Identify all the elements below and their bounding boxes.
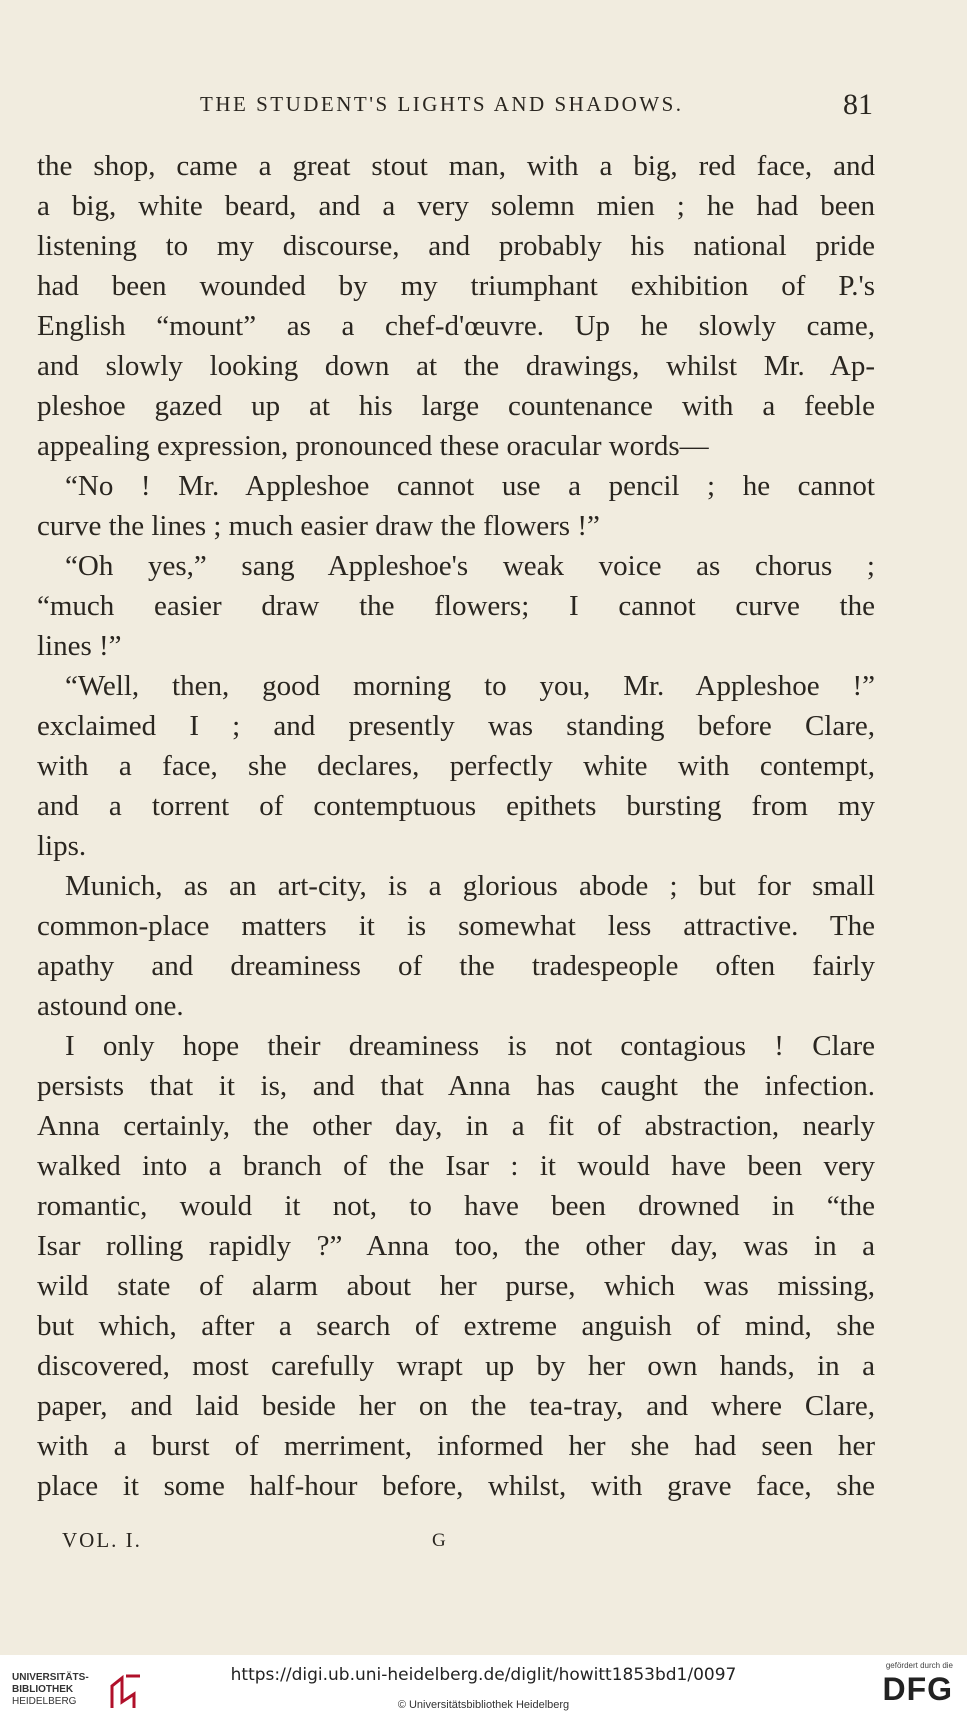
running-title: THE STUDENT'S LIGHTS AND SHADOWS. — [200, 92, 684, 116]
text-line: “Well, then, good morning to you, Mr. Appleshoe !” — [65, 670, 875, 702]
running-head — [0, 88, 967, 128]
text-line: lines !” — [37, 630, 122, 662]
text-line: with a burst of merriment, informed her she had seen her — [37, 1430, 875, 1462]
text-line: and a torrent of contemptuous epithets bursting from my — [37, 790, 875, 822]
text-line: curve the lines ; much easier draw the flowers !” — [37, 510, 600, 542]
library-name-line: BIBLIOTHEK — [12, 1684, 74, 1695]
text-line: romantic, would it not, to have been drowned in “the — [37, 1190, 875, 1222]
text-line: I only hope their dreaminess is not contagious ! Clare — [65, 1030, 875, 1062]
page-number: 81 — [843, 88, 873, 121]
text-line: astound one. — [37, 990, 184, 1022]
text-line: and slowly looking down at the drawings, whilst Mr. Ap- — [37, 350, 875, 382]
funder-note: gefördert durch die — [885, 1661, 953, 1670]
permalink-link[interactable]: https://digi.ub.uni-heidelberg.de/diglit/howitt1853bd1/0097 — [230, 1665, 737, 1685]
text-line: listening to my discourse, and probably his national pride — [37, 230, 875, 262]
text-line: exclaimed I ; and presently was standing before Clare, — [37, 710, 875, 742]
text-line: wild state of alarm about her purse, which was missing, — [37, 1270, 875, 1302]
text-line: lips. — [37, 830, 87, 862]
text-line: but which, after a search of extreme anguish of mind, she — [37, 1310, 875, 1342]
library-name-line: UNIVERSITÄTS- — [12, 1672, 89, 1683]
volume-label: VOL. I. — [62, 1528, 142, 1552]
text-line: the shop, came a great stout man, with a big, red face, and — [37, 150, 875, 182]
text-line: appealing expression, pronounced these oracular words— — [37, 430, 709, 462]
library-footer-bar — [0, 1655, 967, 1725]
text-line: discovered, most carefully wrapt up by her own hands, in a — [37, 1350, 875, 1382]
text-line: persists that it is, and that Anna has caught the infection. — [37, 1070, 875, 1102]
text-line: “much easier draw the flowers; I cannot curve the — [37, 590, 875, 622]
text-line: had been wounded by my triumphant exhibition of P.'s — [37, 270, 875, 302]
library-name-line: HEIDELBERG — [12, 1696, 77, 1707]
text-line: common-place matters it is somewhat less attractive. The — [37, 910, 875, 942]
text-line: with a face, she declares, perfectly white with contempt, — [37, 750, 875, 782]
text-line: Munich, as an art-city, is a glorious abode ; but for small — [65, 870, 875, 902]
copyright-notice: © Universitätsbibliothek Heidelberg — [397, 1699, 570, 1711]
body-text — [37, 146, 875, 1506]
text-line: apathy and dreaminess of the tradespeople often fairly — [37, 950, 875, 982]
page-footer — [0, 1528, 967, 1558]
text-line: Isar rolling rapidly ?” Anna too, the other day, was in a — [37, 1230, 875, 1262]
text-line: “No ! Mr. Appleshoe cannot use a pencil ; he cannot — [65, 470, 875, 502]
text-line: “Oh yes,” sang Appleshoe's weak voice as chorus ; — [65, 550, 875, 582]
text-line: paper, and laid beside her on the tea-tray, and where Clare, — [37, 1390, 875, 1422]
text-line: Anna certainly, the other day, in a fit of abstraction, nearly — [37, 1110, 875, 1142]
permalink[interactable] — [0, 1665, 967, 1685]
text-line: walked into a branch of the Isar : it would have been very — [37, 1150, 875, 1182]
text-line: a big, white beard, and a very solemn mien ; he had been — [37, 190, 875, 222]
text-line: place it some half-hour before, whilst, with grave face, she — [37, 1470, 875, 1502]
funder-logo[interactable] — [853, 1661, 953, 1721]
text-line: pleshoe gazed up at his large countenance with a feeble — [37, 390, 875, 422]
text-line: English “mount” as a chef-d'œuvre. Up he slowly came, — [37, 310, 875, 342]
signature-mark: G — [432, 1530, 446, 1551]
funder-name: DFG — [882, 1671, 953, 1707]
